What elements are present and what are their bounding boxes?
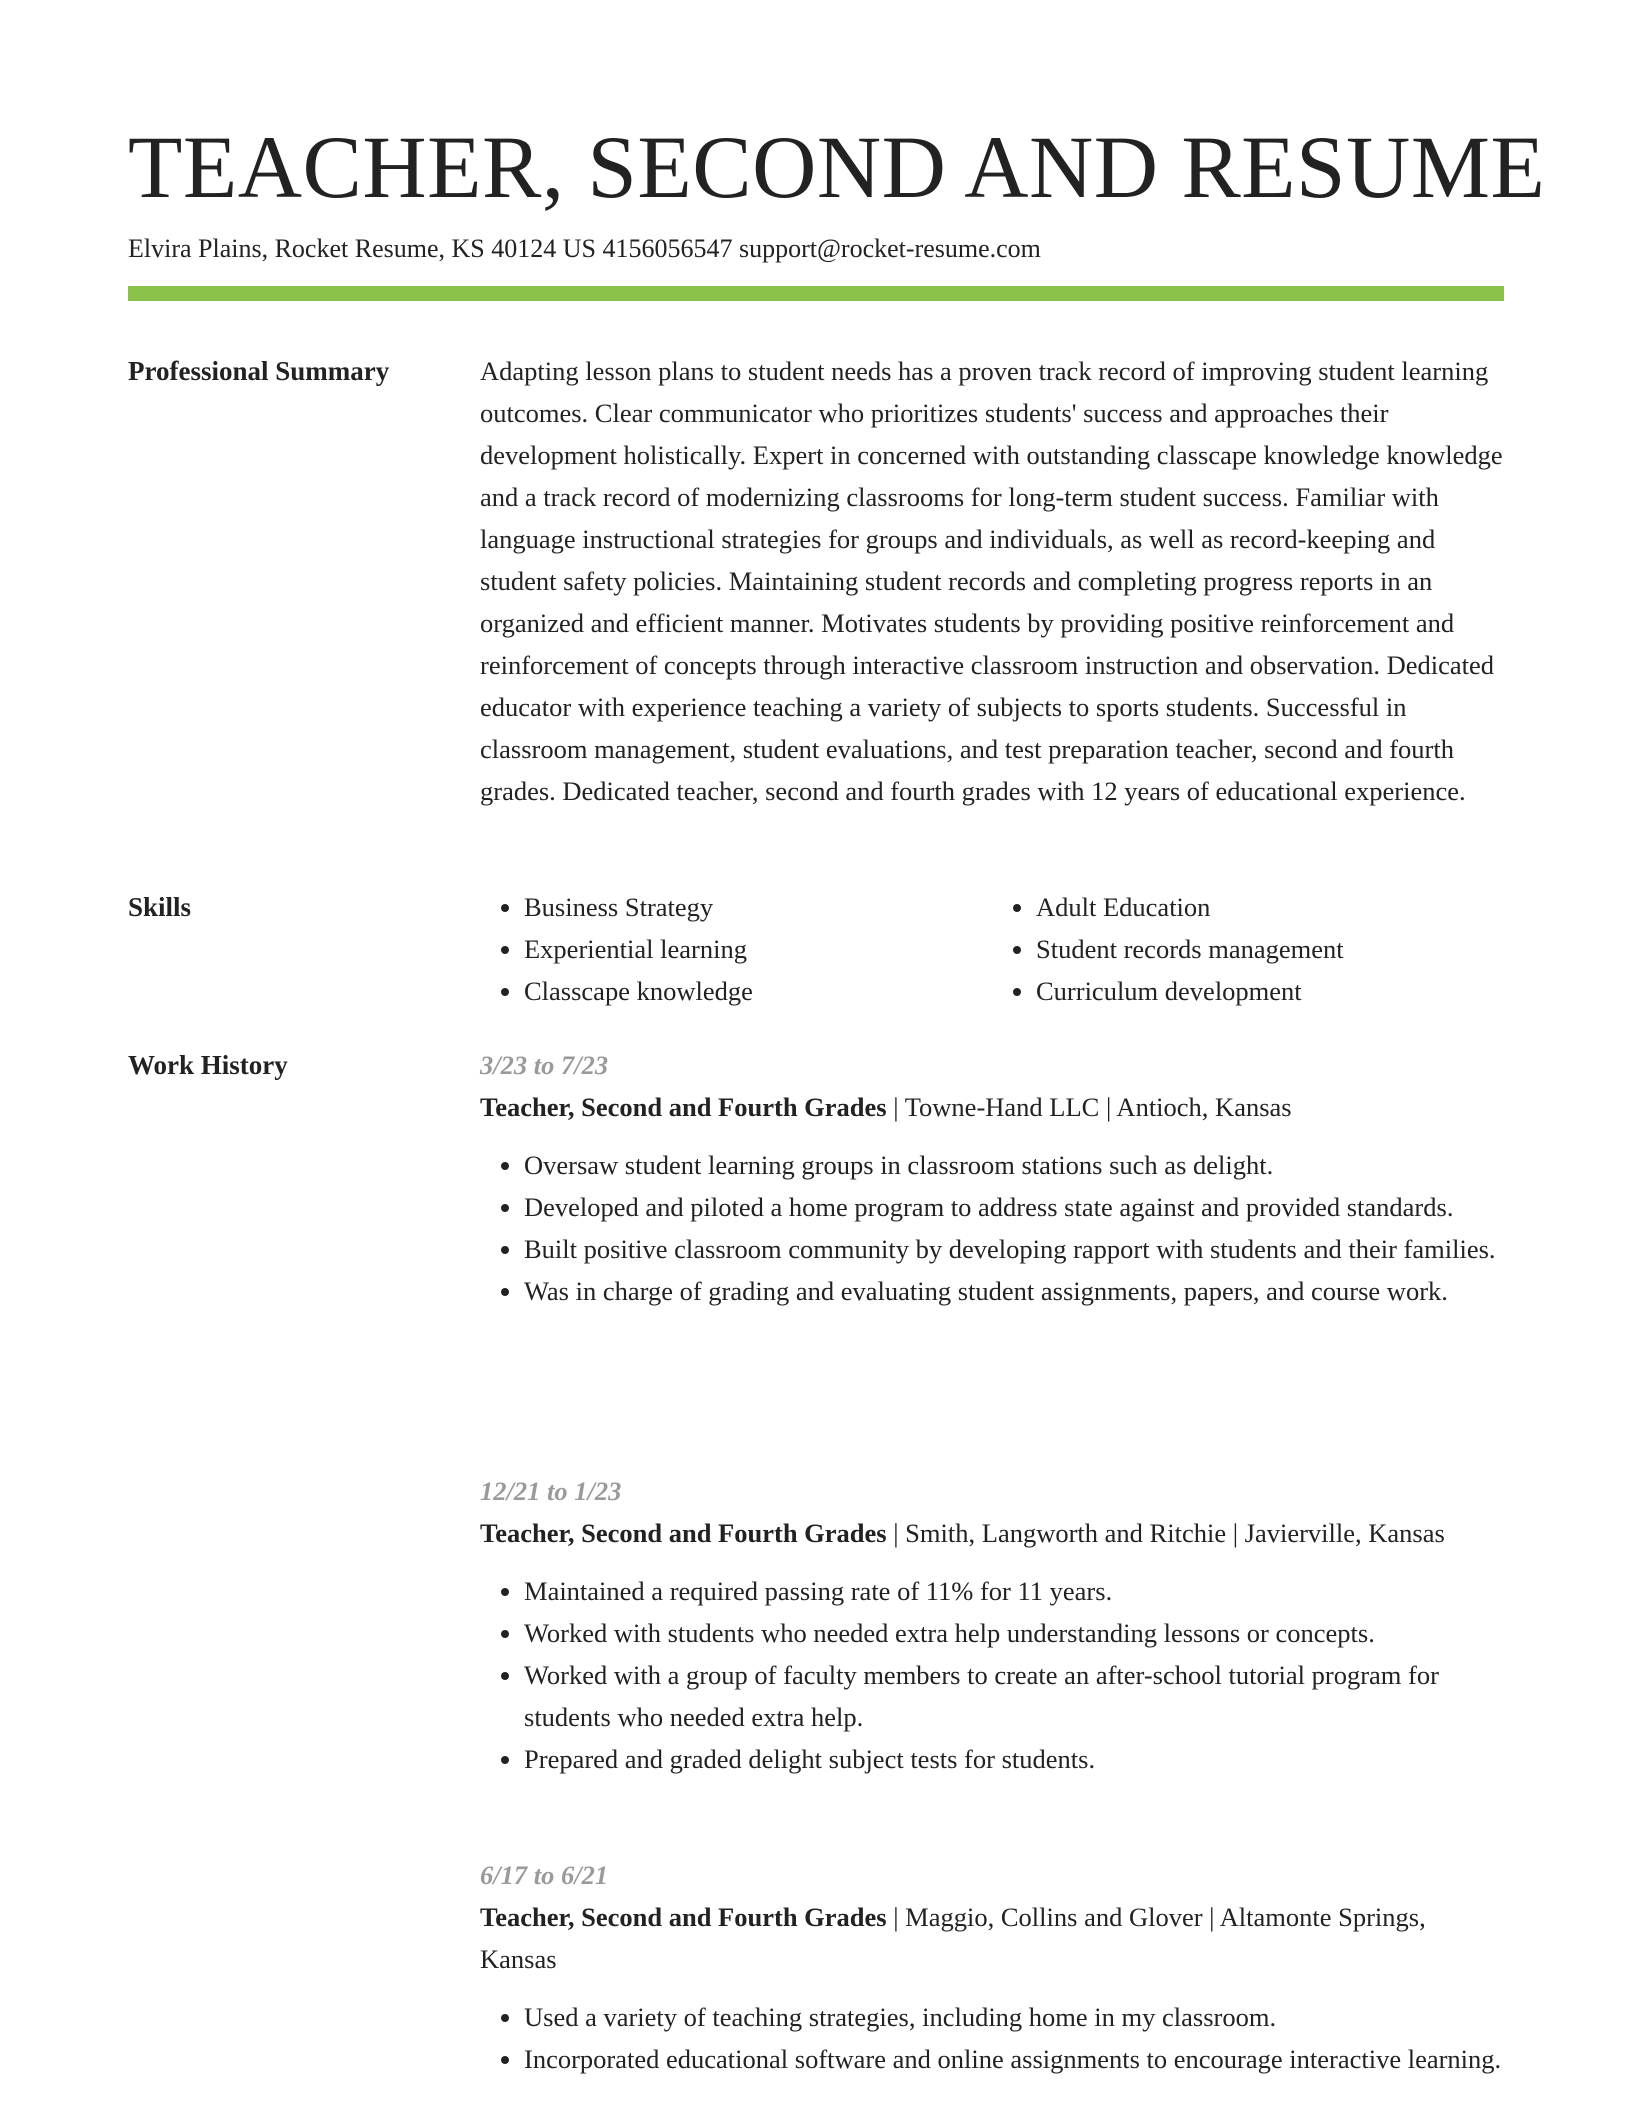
job-details: | Towne-Hand LLC | Antioch, Kansas [886,1092,1292,1122]
skills-list-right [992,886,1504,1012]
skill-item: • Classcape knowledge [524,970,992,1012]
job-bullet-list [480,1570,1504,1780]
skill-item: • Adult Education [1036,886,1504,928]
job-heading [480,1512,1504,1554]
job-bullet: • Oversaw student learning groups in classroom stations such as delight. [524,1144,1504,1186]
job-heading [480,1086,1504,1128]
job-title: Teacher, Second and Fourth Grades [480,1092,887,1122]
job-bullet: • Was in charge of grading and evaluating student assignments, papers, and course work. [524,1270,1504,1312]
job-details: | Smith, Langworth and Ritchie | Javierville, Kansas [886,1518,1445,1548]
job-entry [480,1854,1504,2080]
job-bullet: • Worked with a group of faculty members to create an after-school tutorial program for students who needed extra help. [524,1654,1504,1738]
job-bullet: • Built positive classroom community by developing rapport with students and their families. [524,1228,1504,1270]
skill-item: • Business Strategy [524,886,992,928]
section-title-skills: Skills [128,892,192,922]
section-title-summary: Professional Summary [128,356,390,386]
job-bullet-list [480,1996,1504,2080]
job-bullet: • Prepared and graded delight subject tests for students. [524,1738,1504,1780]
job-title: Teacher, Second and Fourth Grades [480,1902,887,1932]
accent-divider [128,286,1504,301]
job-details: | Maggio, Collins and Glover | Altamonte Springs, Kansas [480,1902,1426,1974]
job-bullet: • Developed and piloted a home program to address state against and provided standards. [524,1186,1504,1228]
job-bullet: • Worked with students who needed extra help understanding lessons or concepts. [524,1612,1504,1654]
skills-list-left [480,886,992,1012]
job-title: Teacher, Second and Fourth Grades [480,1518,887,1548]
summary-text: Adapting lesson plans to student needs has a proven track record of improving student learning outcomes. Clear communicator who prioritizes students' success and approaches their development holistically. Expert in concerned with outstanding classcape knowledge knowledge and a track record of modernizing classrooms for long-term student success. Familiar with language instructional strategies for groups and individuals, as well as record-keeping and student safety policies. Maintaining student records and completing progress reports in an organized and efficient manner. Motivates students by providing positive reinforcement and reinforcement of concepts through interactive classroom instruction and observation. Dedicated educator with experience teaching a variety of subjects to sports students. Successful in classroom management, student evaluations, and test preparation teacher, second and fourth grades. Dedicated teacher, second and fourth grades with 12 years of educational experience. [480,356,1503,806]
skill-item: • Curriculum development [1036,970,1504,1012]
job-entry [480,1044,1504,1312]
job-bullet: • Incorporated educational software and online assignments to encourage interactive learning. [524,2038,1504,2080]
contact-info: Elvira Plains, Rocket Resume, KS 40124 US 4156056547 support@rocket-resume.com [128,234,1041,263]
job-heading [480,1896,1504,1980]
resume-name: TEACHER, SECOND AND RESUME [128,119,1546,217]
job-date: 12/21 to 1/23 [480,1476,622,1506]
job-date: 6/17 to 6/21 [480,1860,609,1890]
section-title-work-history: Work History [128,1050,288,1080]
job-entry [480,1470,1504,1780]
job-date: 3/23 to 7/23 [480,1050,609,1080]
skill-item: • Student records management [1036,928,1504,970]
job-bullet: • Used a variety of teaching strategies, including home in my classroom. [524,1996,1504,2038]
job-bullet-list [480,1144,1504,1312]
skill-item: • Experiential learning [524,928,992,970]
job-bullet: • Maintained a required passing rate of 11% for 11 years. [524,1570,1504,1612]
